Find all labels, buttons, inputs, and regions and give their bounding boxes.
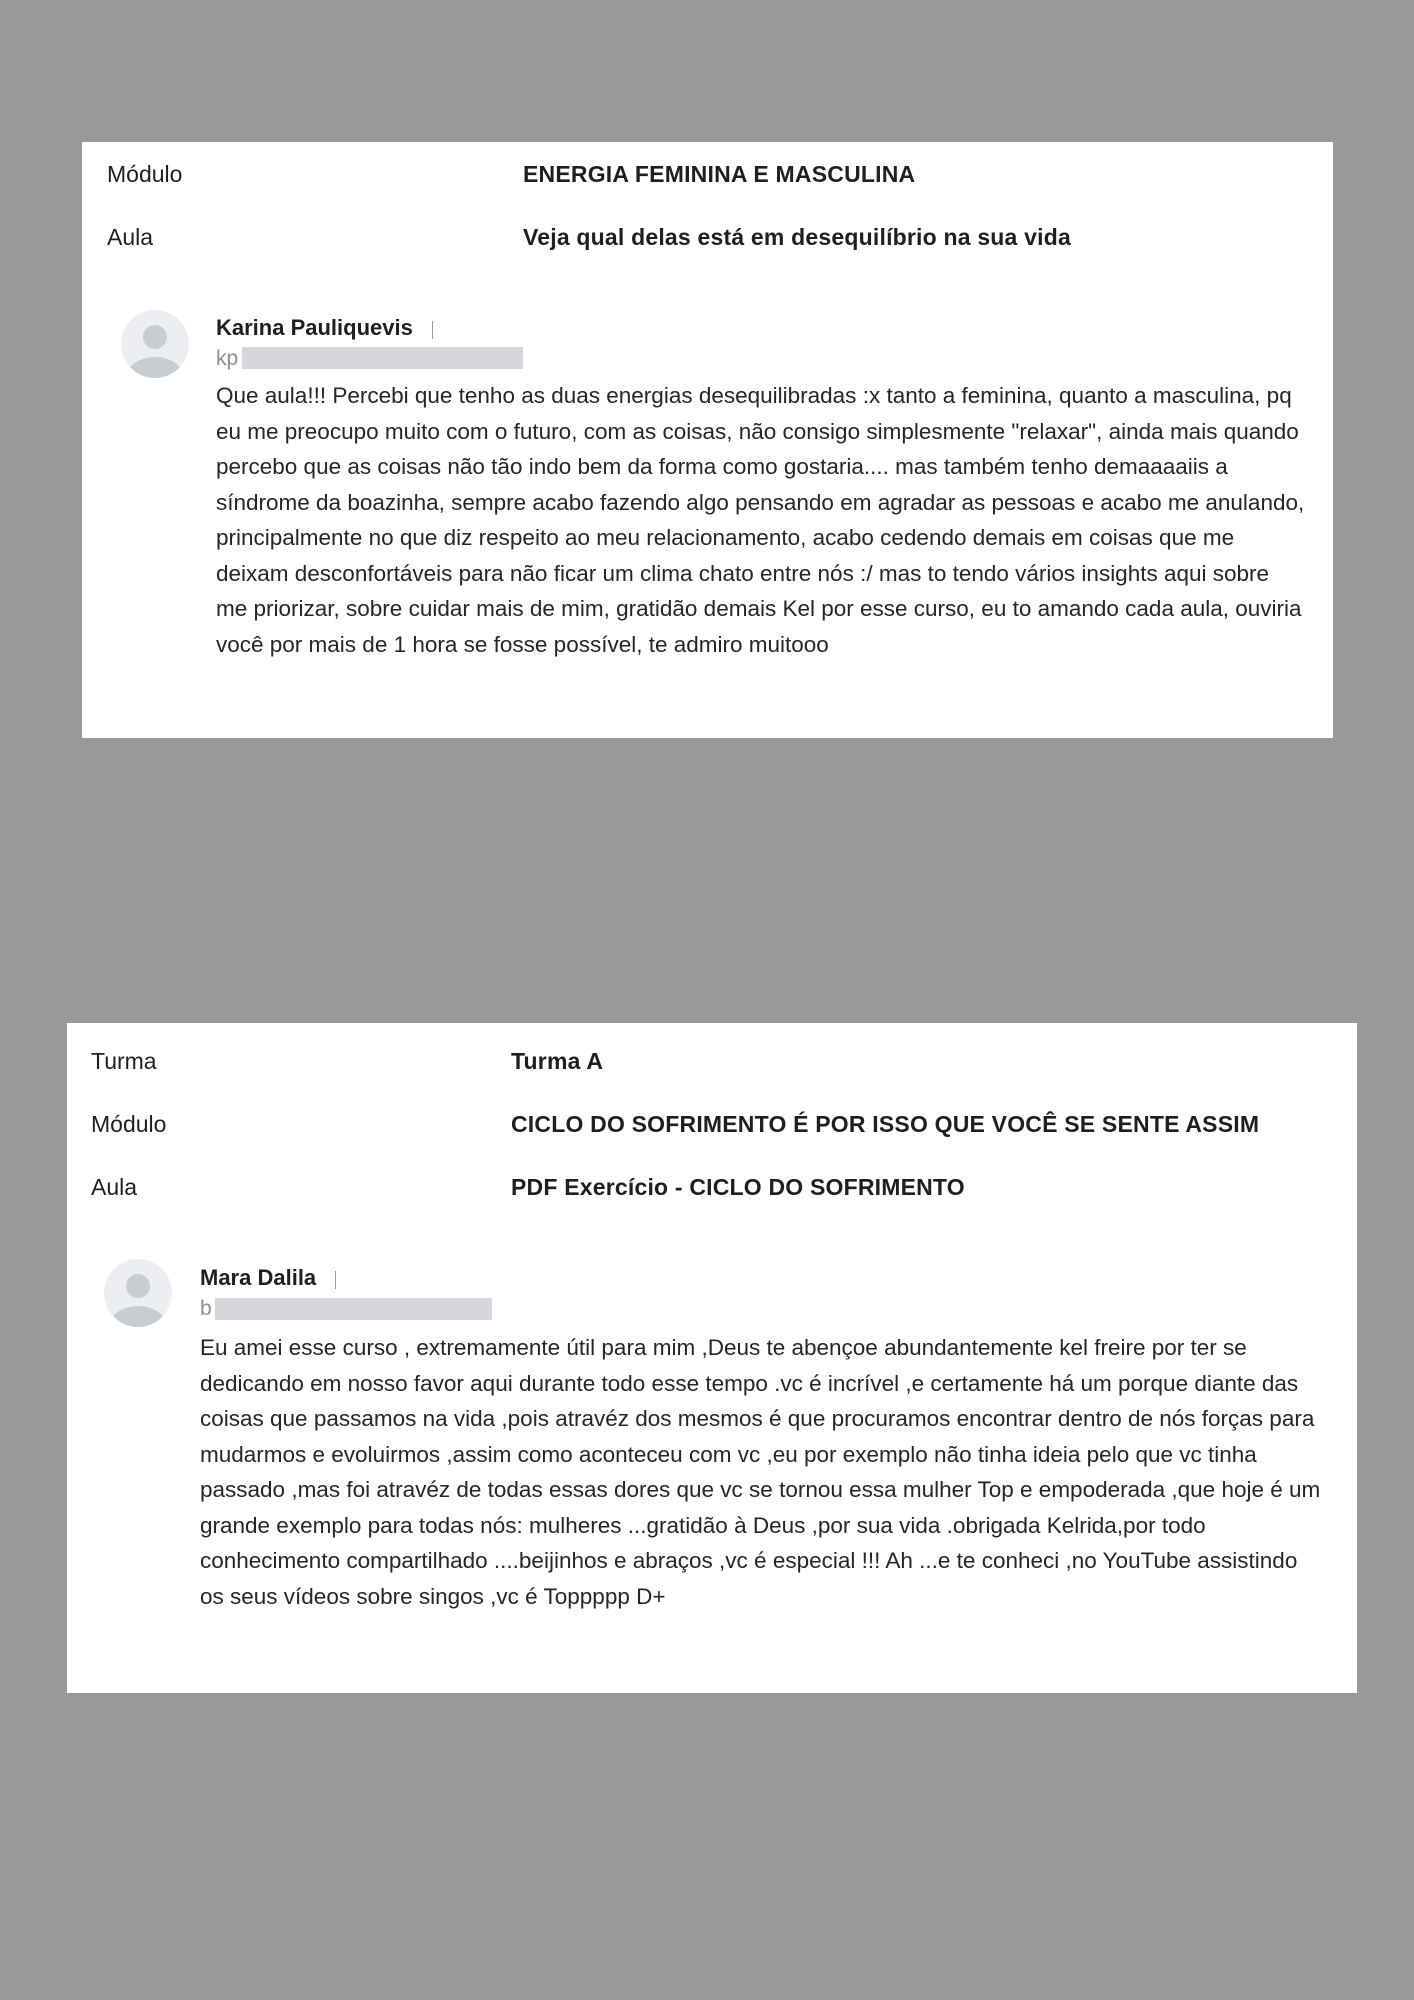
class-label: Turma — [91, 1048, 157, 1074]
avatar — [104, 1259, 172, 1327]
author-separator — [335, 1271, 336, 1289]
user-avatar-icon — [104, 1259, 172, 1327]
user-avatar-icon — [121, 310, 189, 378]
module-value: ENERGIA FEMININA E MASCULINA — [523, 161, 916, 187]
avatar — [121, 310, 189, 378]
module-label: Módulo — [91, 1111, 167, 1137]
comment-card-1 — [82, 142, 1333, 738]
lesson-label: Aula — [107, 224, 154, 250]
author-name: Karina Pauliquevis — [216, 315, 413, 340]
lesson-value: Veja qual delas está em desequilíbrio na sua vida — [523, 224, 1071, 250]
lesson-label: Aula — [91, 1174, 138, 1200]
module-value: CICLO DO SOFRIMENTO É POR ISSO QUE VOCÊ SE SENTE ASSIM — [511, 1111, 1260, 1137]
author-separator — [432, 321, 433, 339]
module-label: Módulo — [107, 161, 183, 187]
author-name: Mara Dalila — [200, 1265, 317, 1290]
class-value: Turma A — [511, 1048, 604, 1074]
email-redaction — [242, 347, 523, 369]
email-redaction — [215, 1298, 492, 1320]
author-email: b — [200, 1297, 212, 1320]
comment-text: Que aula!!! Percebi que tenho as duas energias desequilibradas :x tanto a feminina, quanto a masculina, pq eu me preocupo muito com o futuro, com as coisas, não consigo simplesmente "relaxar", ainda mais quando percebo que as coisas não tão indo bem da forma como gostaria.... mas também tenho demaaaaiis a síndrome da boazinha, sempre acabo fazendo algo pensando em agradar as pessoas e acabo me anulando, principalmente no que diz respeito ao meu relacionamento, acabo cedendo demais em coisas que me deixam desconfortáveis para não ficar um clima chato entre nós :/ mas to tendo vários insights aqui sobre me priorizar, sobre cuidar mais de mim, gratidão demais Kel por esse curso, eu to amando cada aula, ouviria você por mais de 1 hora se fosse possível, te admiro muitooo — [216, 383, 1305, 657]
comment-card-2 — [67, 1023, 1357, 1693]
comment-text: Eu amei esse curso , extremamente útil para mim ,Deus te abençoe abundantemente kel freire por ter se dedicando em nosso favor aqui durante todo esse tempo .vc é incrível ,e certamente há um porque diante das coisas que passamos na vida ,pois atravéz dos mesmos é que procuramos encontrar dentro de nós forças para mudarmos e evoluirmos ,assim como aconteceu com vc ,eu por exemplo não tinha ideia pelo que vc tinha passado ,mas foi atravéz de todas essas dores que vc se tornou essa mulher Top e empoderada ,que hoje é um grande exemplo para todas nós: mulheres ...gratidão à Deus ,por sua vida .obrigada Kelrida,por todo conhecimento compartilhado ....beijinhos e abraços ,vc é especial !!! Ah ...e te conheci ,no YouTube assistindo os seus vídeos sobre singos ,vc é Toppppp D+ — [200, 1335, 1321, 1609]
lesson-value: PDF Exercício - CICLO DO SOFRIMENTO — [511, 1174, 965, 1200]
author-email: kp — [216, 347, 239, 370]
